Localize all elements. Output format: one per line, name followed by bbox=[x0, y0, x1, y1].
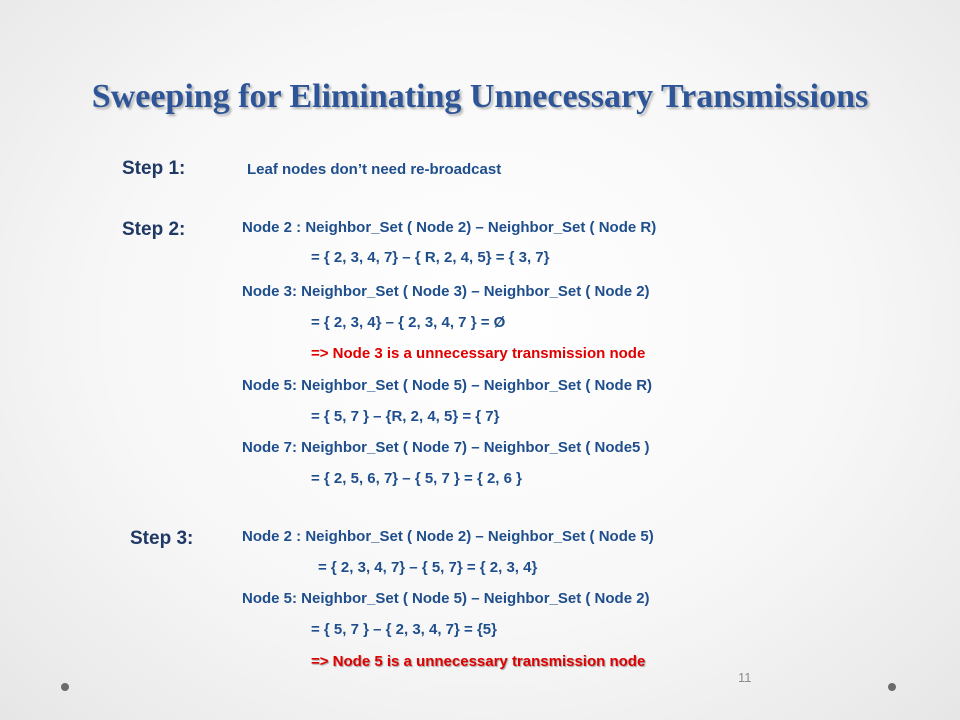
decorative-dot-left bbox=[61, 683, 69, 691]
step-2-conclusion: => Node 3 is a unnecessary transmission node bbox=[311, 345, 646, 362]
step-1-text: Leaf nodes don’t need re-broadcast bbox=[247, 161, 502, 178]
step-2-line-node3-result: = { 2, 3, 4} – { 2, 3, 4, 7 } = Ø bbox=[311, 314, 506, 331]
step-1-label: Step 1: bbox=[122, 158, 186, 179]
step-3-conclusion: => Node 5 is a unnecessary transmission node bbox=[311, 653, 646, 670]
step-3-line-node5: Node 5: Neighbor_Set ( Node 5) – Neighbor_Set ( Node 2) bbox=[242, 590, 650, 607]
step-2-line-node5: Node 5: Neighbor_Set ( Node 5) – Neighbor_Set ( Node R) bbox=[242, 377, 653, 394]
step-2-label: Step 2: bbox=[122, 219, 186, 240]
slide-title: Sweeping for Eliminating Unnecessary Transmissions bbox=[91, 78, 869, 115]
step-3-line-node2: Node 2 : Neighbor_Set ( Node 2) – Neighbor_Set ( Node 5) bbox=[242, 528, 654, 545]
step-2-line-node7: Node 7: Neighbor_Set ( Node 7) – Neighbor_Set ( Node5 ) bbox=[242, 439, 650, 456]
step-3-line-node5-result: = { 5, 7 } – { 2, 3, 4, 7} = {5} bbox=[311, 621, 497, 638]
step-2-line-node7-result: = { 2, 5, 6, 7} – { 5, 7 } = { 2, 6 } bbox=[311, 470, 522, 487]
page-number: 11 bbox=[738, 670, 752, 685]
step-3-line-node2-result: = { 2, 3, 4, 7} – { 5, 7} = { 2, 3, 4} bbox=[318, 559, 538, 576]
step-2-line-node2-result: = { 2, 3, 4, 7} – { R, 2, 4, 5} = { 3, 7} bbox=[311, 249, 550, 266]
step-3-label: Step 3: bbox=[130, 528, 194, 549]
step-2-line-node2: Node 2 : Neighbor_Set ( Node 2) – Neighbor_Set ( Node R) bbox=[242, 219, 657, 236]
decorative-dot-right bbox=[888, 683, 896, 691]
step-2-line-node5-result: = { 5, 7 } – {R, 2, 4, 5} = { 7} bbox=[311, 408, 500, 425]
step-2-line-node3: Node 3: Neighbor_Set ( Node 3) – Neighbor_Set ( Node 2) bbox=[242, 283, 650, 300]
